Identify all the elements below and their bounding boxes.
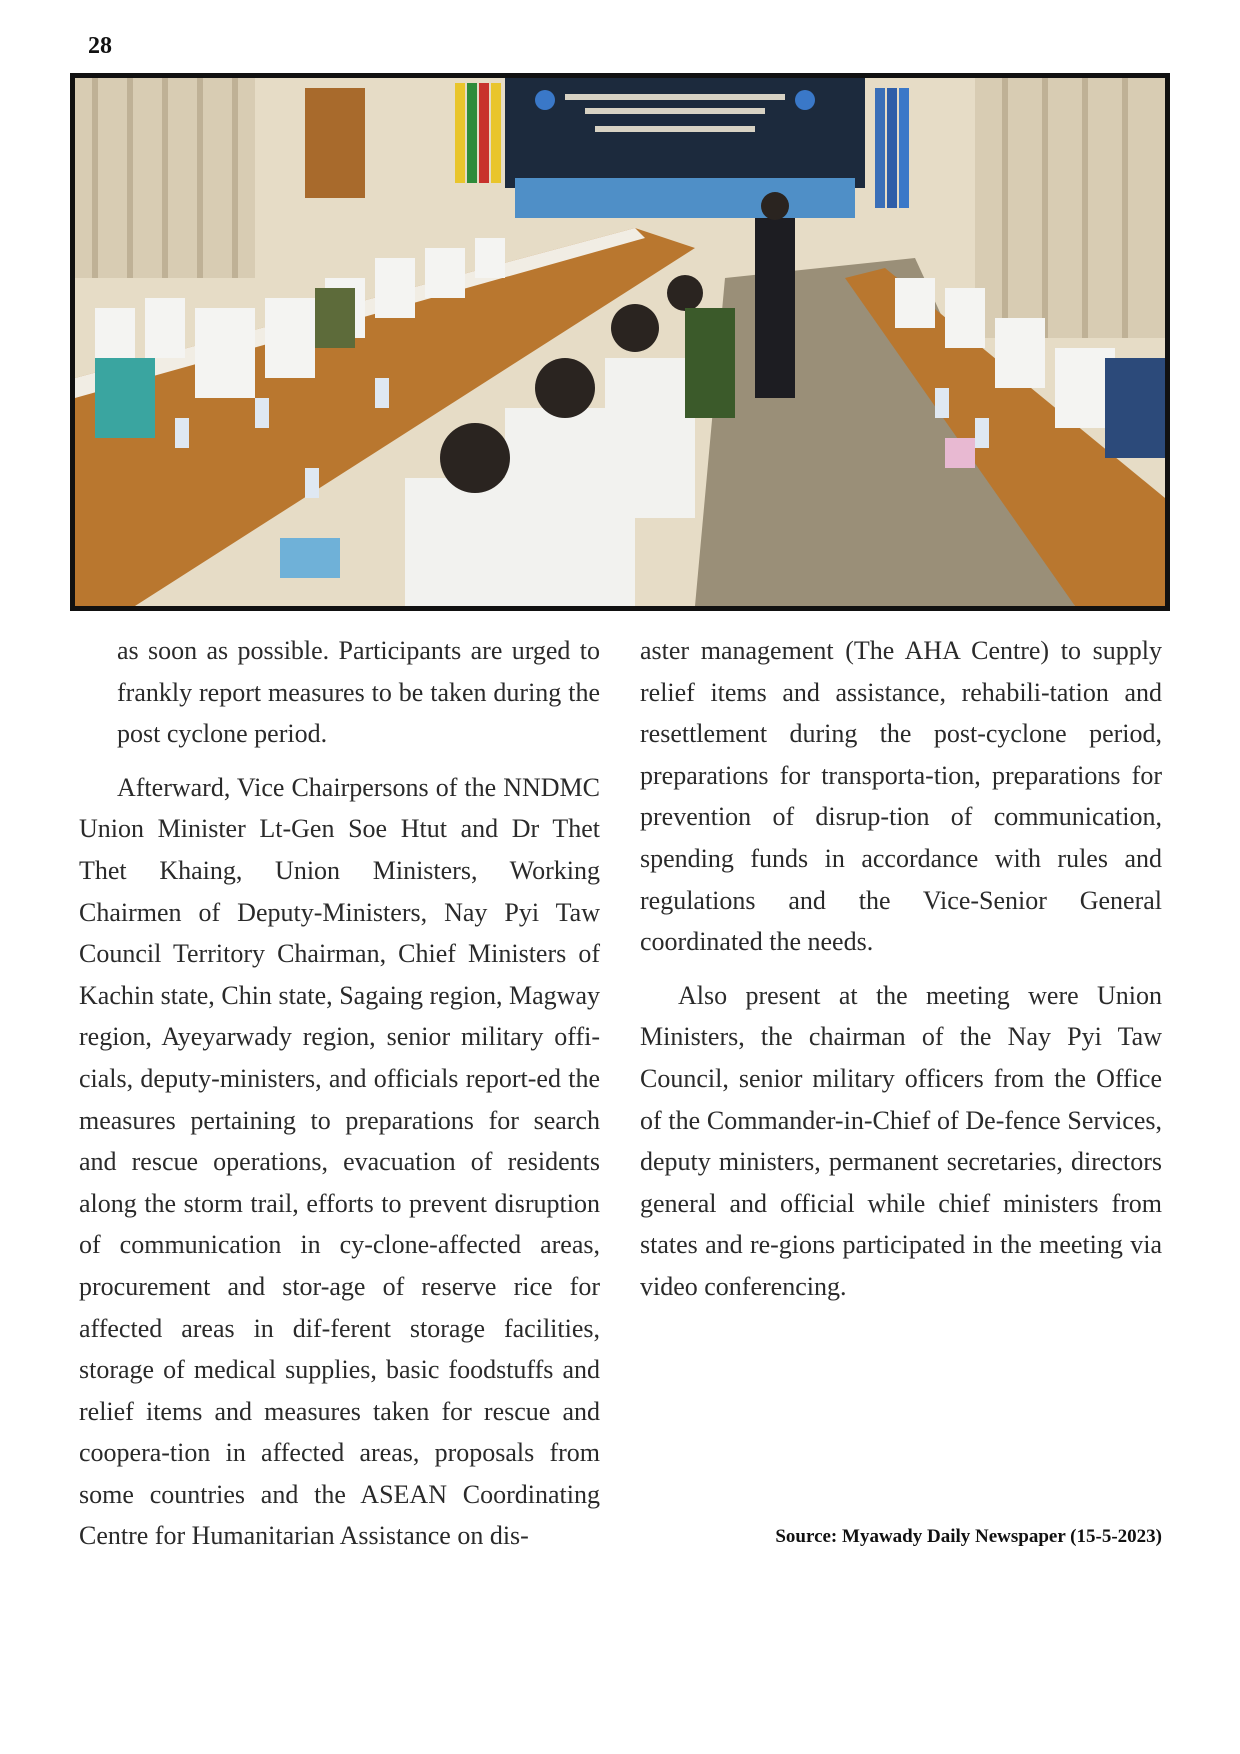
article-paragraph: aster management (The AHA Centre) to supply relief items and assistance, rehabili-tation and resettlement during the post-cyclone period, preparations for transporta-tion, preparations for prevention of disrup-tion of communication, spending funds in accordance with rules and regulations and the Vice-Senior General coordinated the needs. (640, 636, 1162, 957)
source-credit: Source: Myawady Daily Newspaper (15-5-2023) (775, 1526, 1162, 1547)
article-paragraph: Afterward, Vice Chairpersons of the NNDMC Union Minister Lt-Gen Soe Htut and Dr Thet Thet Khaing, Union Ministers, Working Chairmen of Deputy-Ministers, Nay Pyi Taw Council Territory Chairman, Chief Ministers of Kachin state, Chin state, Sagaing region, Magway region, Ayeyarwady region, senior military offi-cials, deputy-ministers, and officials report-ed the measures pertaining to preparations for search and rescue operations, evacuation of residents along the storm trail, efforts to prevent disruption of communication in cy-clone-affected areas, procurement and stor-age of reserve rice for affected areas in dif-ferent storage facilities, storage of medical supplies, basic foodstuffs and relief items and measures taken for rescue and coopera-tion in affected areas, proposals from some countries and the ASEAN Coordinating Centre for Humanitarian Assistance on dis- (79, 772, 600, 1551)
article-paragraph: as soon as possible. Participants are urged to frankly report measures to be taken during the post cyclone period. (117, 636, 600, 749)
article-column-left (79, 630, 600, 1557)
article-paragraph: Also present at the meeting were Union Ministers, the chairman of the Nay Pyi Taw Council, senior military officers from the Office of the Commander-in-Chief of De-fence Services, deputy ministers, permanent secretaries, directors general and official while chief ministers from states and re-gions participated in the meeting via video conferencing. (640, 980, 1162, 1301)
article-column-right (640, 630, 1162, 1308)
page-number: 28 (88, 33, 112, 59)
meeting-photo-illustration (75, 78, 1165, 606)
meeting-photo (70, 73, 1170, 611)
